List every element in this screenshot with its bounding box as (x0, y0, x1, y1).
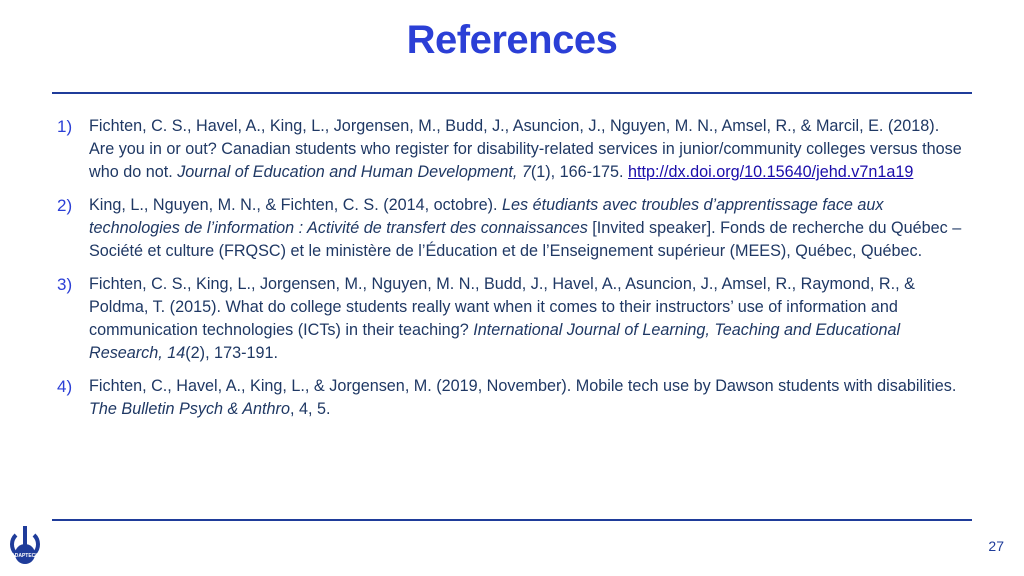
reference-segment: King, L., Nguyen, M. N., & Fichten, C. S. (2014, octobre). (89, 196, 502, 214)
doi-link[interactable]: http://dx.doi.org/10.15640/jehd.v7n1a19 (628, 163, 914, 181)
reference-segment: Fichten, C. S., King, L., Jorgensen, M., Nguyen, M. N., Budd, J., Havel, A., Asuncion, J., Amsel, R., Raymond, R., & Poldma, T. (2015). What do college students really want when it comes to their instructors’ use of information and communication technologies (ICTs) in their teaching? (89, 275, 915, 339)
reference-segment: [Invited speaker]. Fonds de recherche du Québec – Société et culture (FRQSC) et le ministère de l’Éducation et de l’Enseignement supérieur (MEES), Québec, Québec. (89, 219, 962, 260)
slide-title: References (406, 18, 618, 62)
reference-list (57, 115, 962, 431)
reference-item (57, 375, 962, 421)
adaptech-logo-icon (4, 524, 46, 572)
reference-text (89, 375, 962, 421)
reference-segment: , 4, 5. (289, 400, 331, 418)
reference-segment: Fichten, C., Havel, A., King, L., & Jorgensen, M. (2019, November). Mobile tech use by Dawson students with disabilities. (89, 377, 957, 395)
reference-item (57, 115, 962, 184)
reference-segment: (1), 166-175. (530, 163, 629, 181)
reference-number: 1) (57, 117, 73, 136)
reference-italic-segment: The Bulletin Psych & Anthro (89, 400, 290, 418)
reference-item (57, 194, 962, 263)
reference-number: 4) (57, 377, 73, 396)
reference-number: 2) (57, 196, 73, 215)
page-number: 27 (988, 538, 1004, 554)
reference-segment: (2), 173-191. (185, 344, 278, 362)
reference-text (89, 273, 962, 365)
reference-italic-segment: International Journal of Learning, Teaching and Educational Research, 14 (89, 321, 901, 362)
logo-text: ADAPTECH (11, 553, 39, 559)
reference-item (57, 273, 962, 365)
reference-number: 3) (57, 275, 73, 294)
reference-segment: Fichten, C. S., Havel, A., King, L., Jorgensen, M., Budd, J., Asuncion, J., Nguyen, M. N., Amsel, R., & Marcil, E. (2018). Are you in or out? Canadian students who register for disability-related services in junior/community colleges versus those who do not. (89, 117, 962, 181)
bottom-divider (52, 519, 972, 521)
reference-italic-segment: Journal of Education and Human Development, 7 (177, 163, 531, 181)
top-divider (52, 92, 972, 94)
reference-italic-segment: Les étudiants avec troubles d’apprentissage face aux technologies de l’information : Activité de transfert des connaissances (89, 196, 884, 237)
reference-text (89, 115, 962, 184)
reference-text (89, 194, 962, 263)
